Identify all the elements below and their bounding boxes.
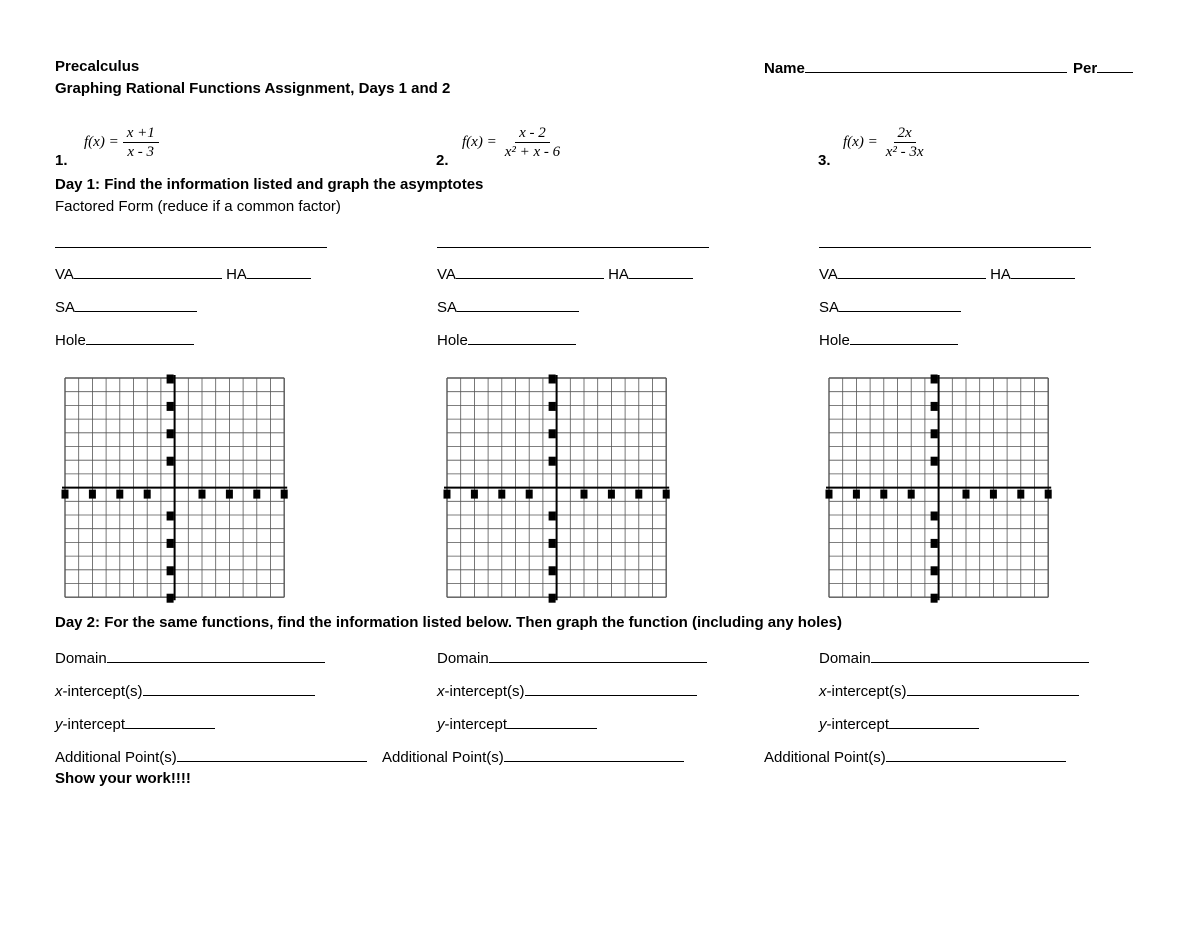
y-axis-tick-marker (549, 539, 556, 548)
ha-label: HA (990, 266, 1011, 283)
y-axis-tick-marker (167, 457, 174, 466)
grid-svg (59, 372, 290, 603)
x-axis-tick-marker (253, 490, 260, 499)
hole-label: Hole (55, 332, 86, 349)
additional-points-row-1 (55, 747, 367, 767)
additional-points-label: Additional Point(s) (764, 749, 886, 766)
y-axis-tick-marker (931, 457, 938, 466)
sa-row-2 (437, 297, 579, 317)
y-axis-tick-marker (549, 402, 556, 411)
y-axis-tick-marker (931, 594, 938, 603)
x-intercept-row-3 (819, 681, 1079, 701)
y-axis-tick-marker (549, 457, 556, 466)
y-axis-tick-marker (167, 539, 174, 548)
x-axis-tick-marker (1017, 490, 1024, 499)
additional-points-blank[interactable] (177, 747, 367, 762)
x-intercept-blank[interactable] (143, 681, 315, 696)
hole-row-3 (819, 330, 958, 350)
x-axis-tick-marker (89, 490, 96, 499)
additional-points-row-3 (764, 747, 1066, 767)
sa-row-3 (819, 297, 961, 317)
y-axis-tick-marker (549, 512, 556, 521)
va-blank[interactable] (456, 264, 604, 279)
domain-row-1 (55, 648, 325, 668)
grid-svg (823, 372, 1054, 603)
x-axis-tick-marker (471, 490, 478, 499)
y-intercept-var: y (55, 716, 63, 733)
x-axis-tick-marker (663, 490, 670, 499)
y-intercept-blank[interactable] (125, 714, 215, 729)
problem-2-function (462, 124, 564, 161)
x-axis-tick-marker (62, 490, 69, 499)
y-axis-tick-marker (931, 566, 938, 575)
x-intercept-blank[interactable] (525, 681, 697, 696)
y-axis-tick-marker (931, 512, 938, 521)
y-axis-tick-marker (931, 375, 938, 384)
additional-points-label: Additional Point(s) (382, 749, 504, 766)
problem-1-lhs: f(x) = (84, 134, 119, 150)
hole-blank[interactable] (86, 330, 194, 345)
sa-row-1 (55, 297, 197, 317)
y-axis-tick-marker (931, 429, 938, 438)
y-axis-tick-marker (167, 375, 174, 384)
x-axis-tick-marker (526, 490, 533, 499)
x-axis-tick-marker (498, 490, 505, 499)
y-intercept-label: -intercept (444, 716, 508, 733)
hole-label: Hole (437, 332, 468, 349)
va-label: VA (819, 266, 838, 283)
y-axis-tick-marker (167, 566, 174, 575)
x-intercept-label: -intercept(s) (444, 683, 525, 700)
day2-heading: Day 2: For the same functions, find the information listed below. Then graph the function (including any holes) (55, 614, 842, 631)
x-intercept-row-1 (55, 681, 315, 701)
name-field[interactable] (764, 58, 1133, 78)
y-axis-tick-marker (549, 375, 556, 384)
per-label: Per (1073, 60, 1098, 77)
x-axis-tick-marker (226, 490, 233, 499)
y-axis-tick-marker (931, 402, 938, 411)
y-intercept-label: -intercept (62, 716, 126, 733)
problem-1-numerator: x +1 (123, 124, 159, 143)
x-axis-tick-marker (853, 490, 860, 499)
x-intercept-var: x (55, 683, 63, 700)
ha-label: HA (608, 266, 629, 283)
additional-points-label: Additional Point(s) (55, 749, 177, 766)
hole-label: Hole (819, 332, 850, 349)
y-intercept-row-1 (55, 714, 215, 734)
y-intercept-var: y (819, 716, 827, 733)
sa-blank[interactable] (75, 297, 197, 312)
domain-blank[interactable] (107, 648, 325, 663)
course-title: Precalculus (55, 58, 140, 75)
problem-2-lhs: f(x) = (462, 134, 497, 150)
y-axis-tick-marker (167, 429, 174, 438)
ha-blank[interactable] (629, 264, 693, 279)
domain-label: Domain (55, 650, 107, 667)
domain-row-2 (437, 648, 707, 668)
sa-label: SA (437, 299, 458, 316)
problem-1-number: 1. (55, 152, 68, 169)
problem-3-function (843, 124, 928, 161)
hole-blank[interactable] (850, 330, 958, 345)
sa-blank[interactable] (839, 297, 961, 312)
y-intercept-blank[interactable] (507, 714, 597, 729)
domain-label: Domain (437, 650, 489, 667)
ha-blank[interactable] (1011, 264, 1075, 279)
y-axis-tick-marker (167, 512, 174, 521)
x-axis-tick-marker (963, 490, 970, 499)
day1-subheading: Factored Form (reduce if a common factor) (55, 198, 341, 215)
problem-2-denominator: x² + x - 6 (504, 144, 561, 160)
va-blank[interactable] (74, 264, 222, 279)
y-axis-tick-marker (167, 402, 174, 411)
additional-points-blank[interactable] (886, 747, 1066, 762)
x-intercept-label: -intercept(s) (826, 683, 907, 700)
x-axis-tick-marker (444, 490, 451, 499)
x-axis-tick-marker (826, 490, 833, 499)
x-axis-tick-marker (281, 490, 288, 499)
domain-label: Domain (819, 650, 871, 667)
y-intercept-row-3 (819, 714, 979, 734)
va-ha-row-2 (437, 264, 693, 284)
x-axis-tick-marker (144, 490, 151, 499)
x-axis-tick-marker (581, 490, 588, 499)
x-intercept-row-2 (437, 681, 697, 701)
additional-points-row-2 (382, 747, 684, 767)
coordinate-grid-1[interactable] (59, 372, 290, 603)
assignment-title: Graphing Rational Functions Assignment, Days 1 and 2 (55, 80, 451, 97)
va-blank[interactable] (838, 264, 986, 279)
y-intercept-row-2 (437, 714, 597, 734)
y-axis-tick-marker (931, 539, 938, 548)
sa-label: SA (55, 299, 76, 316)
x-axis-tick-marker (990, 490, 997, 499)
domain-row-3 (819, 648, 1089, 668)
x-intercept-var: x (819, 683, 827, 700)
x-axis-tick-marker (908, 490, 915, 499)
y-intercept-var: y (437, 716, 445, 733)
x-intercept-blank[interactable] (907, 681, 1079, 696)
coordinate-grid-2[interactable] (441, 372, 672, 603)
factored-form-line-1[interactable] (55, 247, 327, 248)
hole-blank[interactable] (468, 330, 576, 345)
va-ha-row-1 (55, 264, 311, 284)
problem-3-denominator: x² - 3x (885, 144, 924, 160)
va-ha-row-3 (819, 264, 1075, 284)
problem-3-lhs: f(x) = (843, 134, 878, 150)
y-intercept-label: -intercept (826, 716, 890, 733)
sa-label: SA (819, 299, 840, 316)
problem-2-number: 2. (436, 152, 449, 169)
y-axis-tick-marker (167, 594, 174, 603)
domain-blank[interactable] (871, 648, 1089, 663)
x-axis-tick-marker (199, 490, 206, 499)
va-label: VA (55, 266, 74, 283)
x-axis-tick-marker (608, 490, 615, 499)
per-blank[interactable] (1097, 58, 1133, 73)
factored-form-line-3[interactable] (819, 247, 1091, 248)
x-intercept-var: x (437, 683, 445, 700)
va-label: VA (437, 266, 456, 283)
x-axis-tick-marker (1045, 490, 1052, 499)
problem-3-numerator: 2x (894, 124, 916, 143)
problem-3-number: 3. (818, 152, 831, 169)
problem-1-denominator: x - 3 (127, 144, 155, 160)
x-axis-tick-marker (635, 490, 642, 499)
x-axis-tick-marker (880, 490, 887, 499)
coordinate-grid-3[interactable] (823, 372, 1054, 603)
y-axis-tick-marker (549, 566, 556, 575)
domain-blank[interactable] (489, 648, 707, 663)
y-axis-tick-marker (549, 429, 556, 438)
sa-blank[interactable] (457, 297, 579, 312)
hole-row-1 (55, 330, 194, 350)
additional-points-blank[interactable] (504, 747, 684, 762)
show-work-note: Show your work!!!! (55, 770, 191, 787)
ha-label: HA (226, 266, 247, 283)
y-intercept-blank[interactable] (889, 714, 979, 729)
y-axis-tick-marker (549, 594, 556, 603)
factored-form-line-2[interactable] (437, 247, 709, 248)
x-intercept-label: -intercept(s) (62, 683, 143, 700)
day1-heading: Day 1: Find the information listed and graph the asymptotes (55, 176, 484, 193)
problem-1-function (84, 124, 159, 161)
grid-svg (441, 372, 672, 603)
name-blank[interactable] (805, 58, 1067, 73)
x-axis-tick-marker (116, 490, 123, 499)
ha-blank[interactable] (247, 264, 311, 279)
name-label: Name (764, 60, 805, 77)
problem-2-numerator: x - 2 (515, 124, 550, 143)
hole-row-2 (437, 330, 576, 350)
